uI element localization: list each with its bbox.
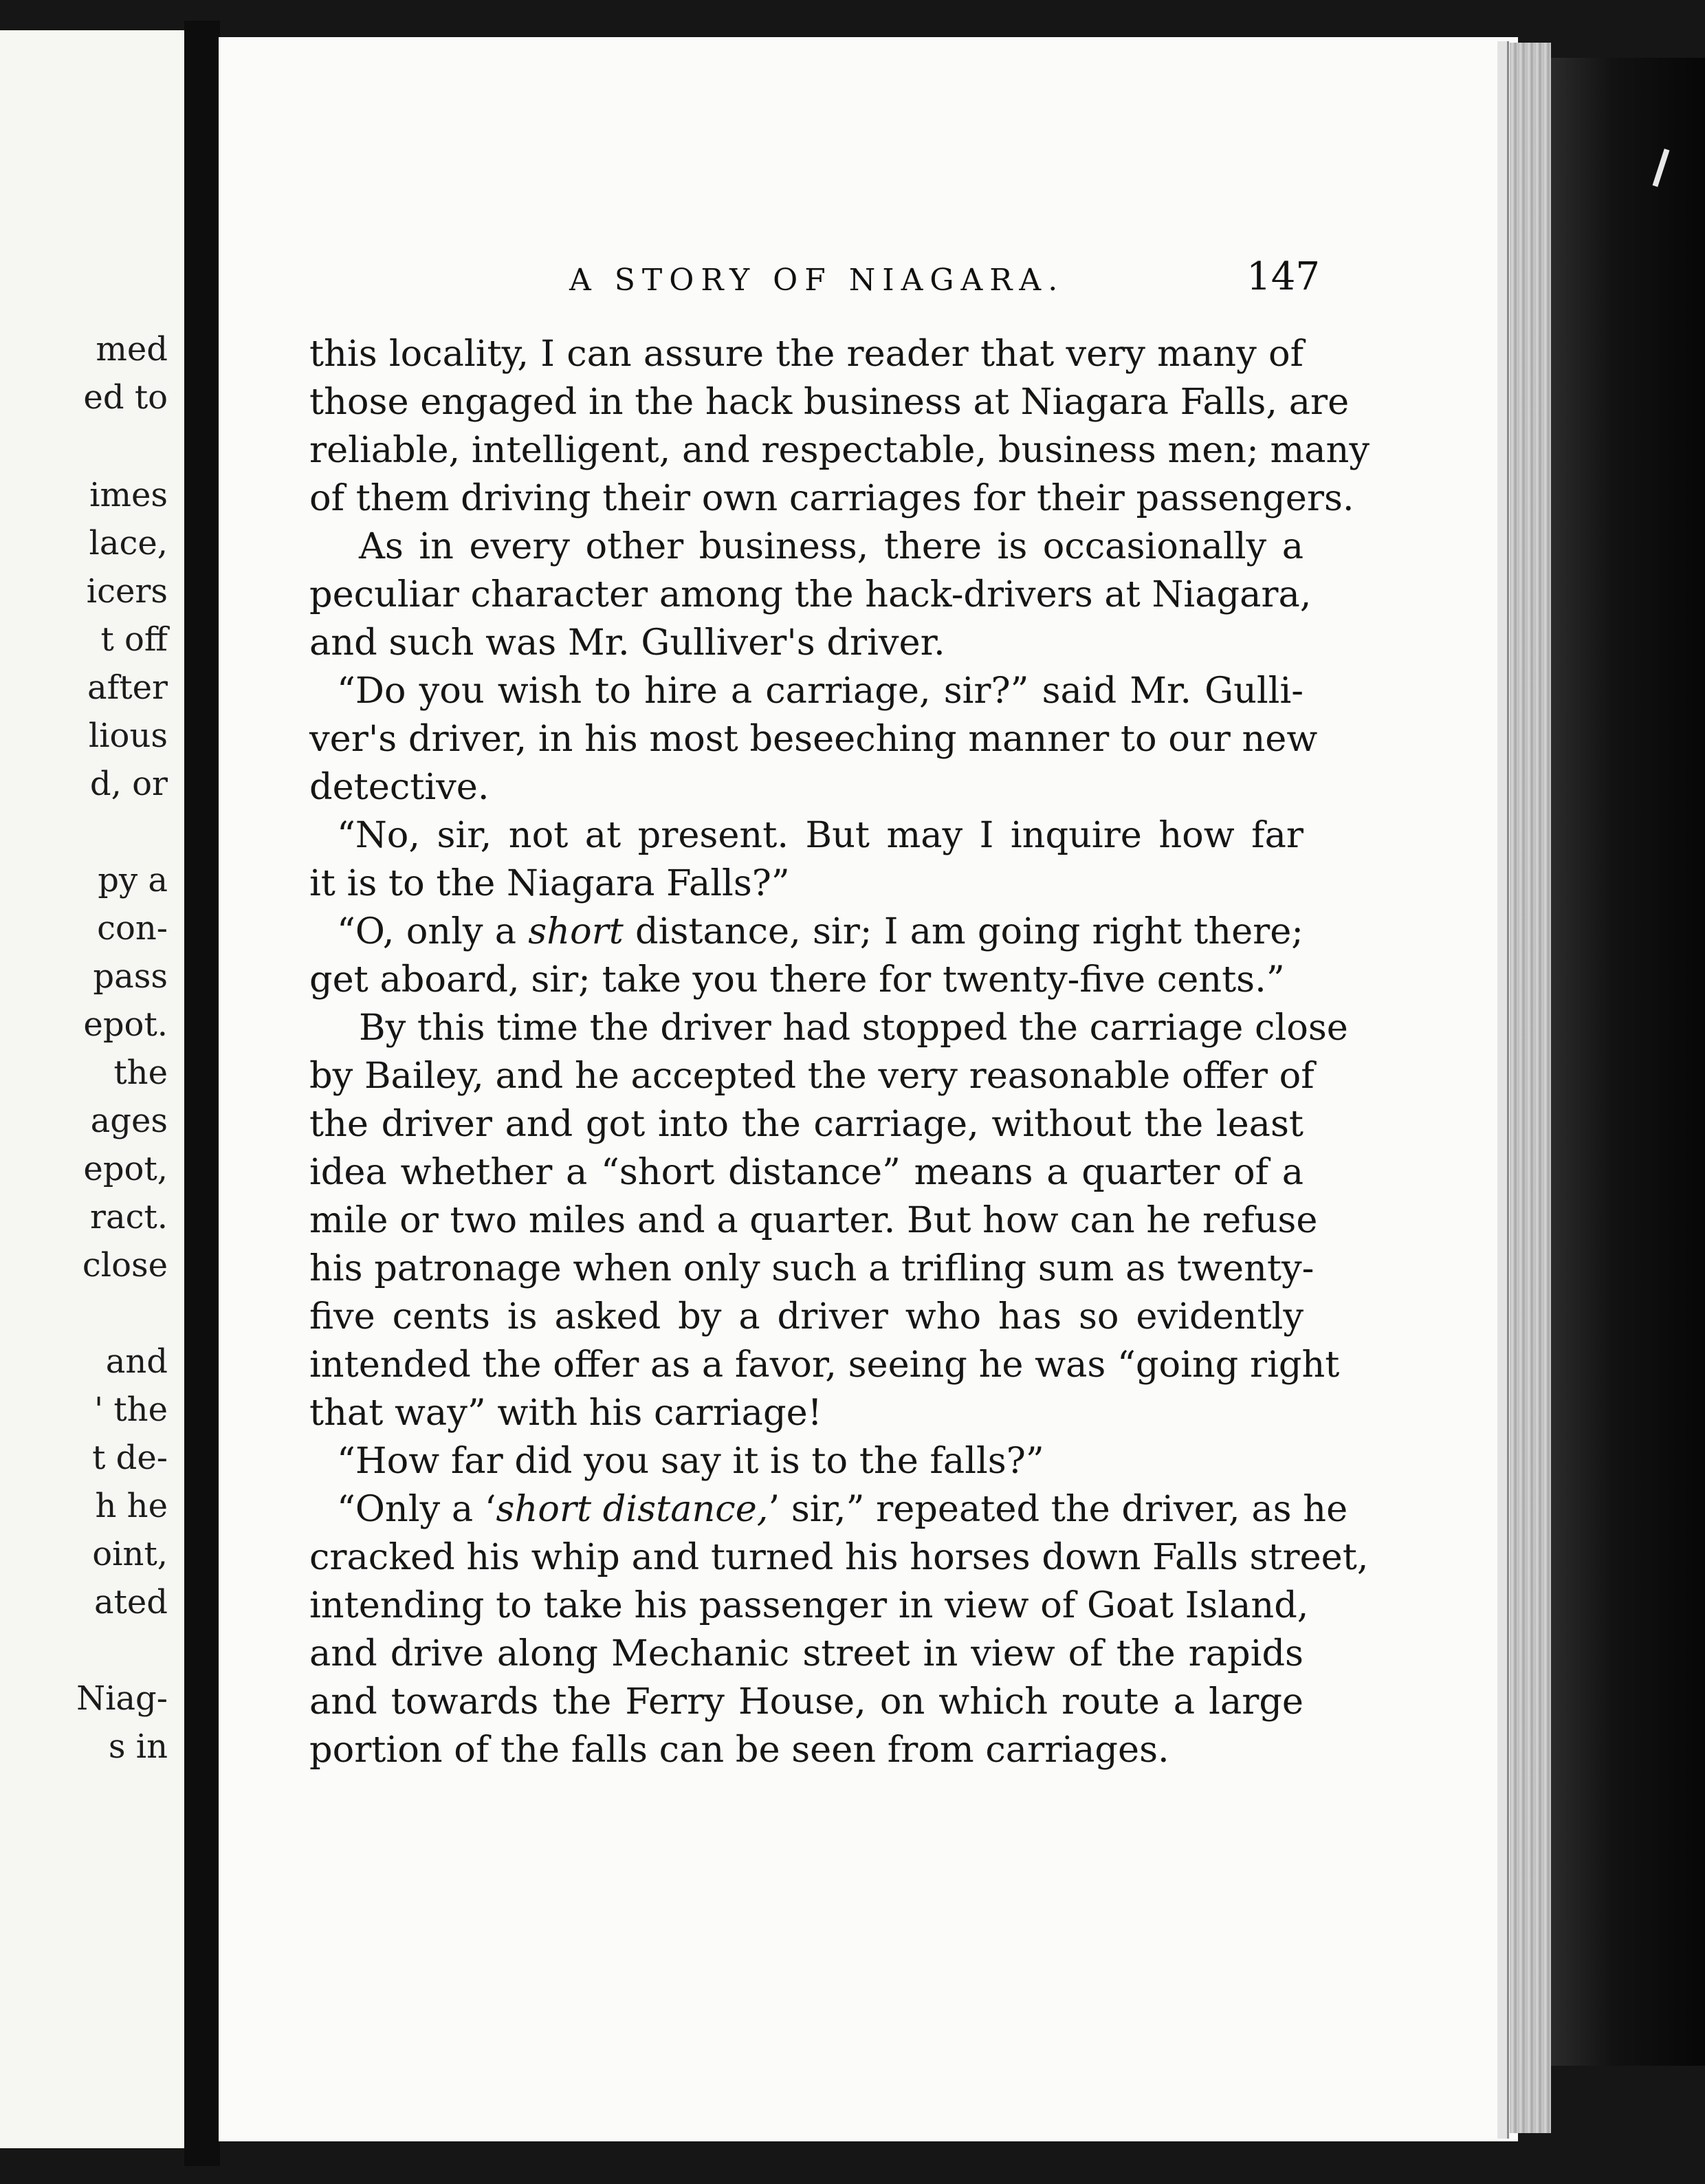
left-page-fragment: epot, xyxy=(83,1150,168,1188)
left-page-fragment: lious xyxy=(88,717,168,755)
running-head xyxy=(349,254,1320,303)
text-line: his patronage when only such a trifling sum as twenty- xyxy=(309,1247,1314,1289)
text-line: As in every other business, there is occasionally a xyxy=(359,525,1304,567)
text-line: “Do you wish to hire a carriage, sir?” said Mr. Gulli- xyxy=(337,670,1304,712)
text-run: distance, sir; I am going right there; xyxy=(623,910,1304,952)
left-page-fragment: close xyxy=(82,1246,168,1285)
text-line: it is to the Niagara Falls?” xyxy=(309,862,790,904)
text-line: idea whether a “short distance” means a quarter of a xyxy=(309,1151,1304,1193)
italic-text: short xyxy=(528,910,624,952)
page-edge xyxy=(1497,41,1509,2139)
left-page-fragment: ed to xyxy=(83,378,168,417)
page-number: 147 xyxy=(1246,254,1320,299)
text-line: cracked his whip and turned his horses down Falls street, xyxy=(309,1536,1369,1578)
text-line: and such was Mr. Gulliver's driver. xyxy=(309,622,945,664)
left-page-fragment: Niag- xyxy=(76,1679,168,1718)
text-line: of them driving their own carriages for their passengers. xyxy=(309,477,1354,519)
left-page-fragment: ract. xyxy=(90,1198,168,1236)
text-run: ’ sir,” repeated the driver, as he xyxy=(768,1488,1348,1530)
text-line: By this time the driver had stopped the carriage close xyxy=(359,1007,1348,1049)
left-page-fragment: ' the xyxy=(94,1390,168,1429)
text-line: portion of the falls can be seen from carriages. xyxy=(309,1729,1169,1771)
text-line: the driver and got into the carriage, without the least xyxy=(309,1103,1304,1145)
body-text xyxy=(309,330,1370,1774)
text-line: “No, sir, not at present. But may I inquire how far xyxy=(337,814,1304,856)
text-line xyxy=(309,908,1304,956)
text-line: by Bailey, and he accepted the very reasonable offer of xyxy=(309,1055,1314,1097)
text-line: mile or two miles and a quarter. But how can he refuse xyxy=(309,1199,1318,1241)
left-page-fragment: and xyxy=(105,1342,168,1381)
left-page-fragment: pass xyxy=(93,957,168,996)
left-page-fragment: py a xyxy=(98,861,168,899)
text-line: this locality, I can assure the reader that very many of xyxy=(309,333,1304,375)
fore-edge-pages xyxy=(1510,43,1551,2133)
text-line: ver's driver, in his most beseeching manner to our new xyxy=(309,718,1318,760)
left-page-fragment: ages xyxy=(90,1102,168,1140)
text-line: and drive along Mechanic street in view of the rapids xyxy=(309,1632,1304,1674)
left-page-fragment: oint, xyxy=(92,1535,168,1573)
text-line: intended the offer as a favor, seeing he was “going right xyxy=(309,1344,1340,1386)
text-line: five cents is asked by a driver who has so evidently xyxy=(309,1296,1304,1337)
text-line: and towards the Ferry House, on which route a large xyxy=(309,1681,1304,1723)
left-page-fragment: con- xyxy=(97,909,168,948)
header-title: A STORY OF NIAGARA. xyxy=(569,263,1065,298)
text-line: peculiar character among the hack-drivers at Niagara, xyxy=(309,574,1312,615)
left-page-fragment: epot. xyxy=(83,1005,168,1044)
italic-text: short distance, xyxy=(496,1488,769,1530)
text-line: detective. xyxy=(309,766,490,808)
left-page-fragment: s in xyxy=(108,1727,168,1766)
left-page-fragment: d, or xyxy=(89,765,168,803)
text-line: “How far did you say it is to the falls?” xyxy=(337,1440,1044,1482)
text-line: that way” with his carriage! xyxy=(309,1392,822,1434)
left-page-fragment: med xyxy=(96,330,168,369)
left-page-fragment: t off xyxy=(100,620,168,659)
text-line: reliable, intelligent, and respectable, business men; many xyxy=(309,429,1370,471)
left-page-fragment: after xyxy=(87,668,168,707)
left-page-fragment: lace, xyxy=(89,524,168,563)
text-line: those engaged in the hack business at Niagara Falls, are xyxy=(309,381,1350,423)
text-run: “Only a ‘ xyxy=(337,1488,496,1530)
text-run: “O, only a xyxy=(337,910,529,952)
left-page-fragment: ated xyxy=(94,1583,168,1621)
left-page-fragment: imes xyxy=(89,476,168,514)
text-line xyxy=(309,1485,1348,1533)
text-line: get aboard, sir; take you there for twenty-five cents.” xyxy=(309,959,1285,1001)
text-line: intending to take his passenger in view of Goat Island, xyxy=(309,1584,1309,1626)
left-page-fragment: h he xyxy=(95,1487,168,1525)
left-page-fragment: the xyxy=(113,1053,168,1092)
book-cover-edge xyxy=(1551,58,1705,2066)
book-gutter xyxy=(184,21,220,2166)
left-facing-page xyxy=(0,30,184,2148)
left-page-fragment: icers xyxy=(86,572,168,611)
left-page-fragment: t de- xyxy=(92,1439,168,1477)
